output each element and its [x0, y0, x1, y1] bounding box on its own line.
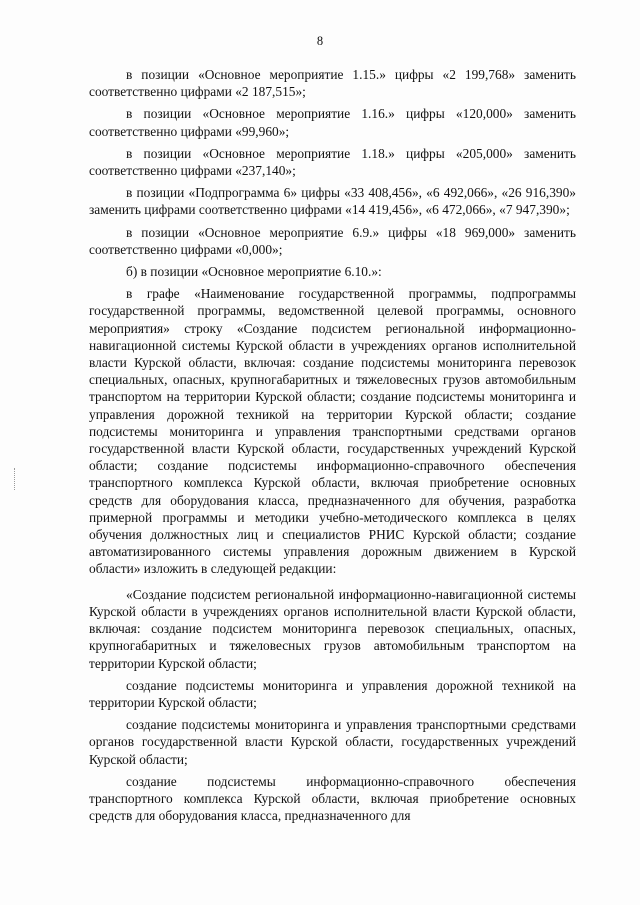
page-number: 8 — [316, 34, 324, 48]
margin-mark — [14, 468, 17, 490]
paragraph-1: в позиции «Основное мероприятие 1.15.» цифры «2 199,768» заменить соответственно цифрами «2 187,515»; — [89, 67, 576, 100]
paragraph-5: в позиции «Основное мероприятие 6.9.» цифры «18 969,000» заменить соответственно цифрами «0,000»; — [89, 224, 576, 257]
paragraph-11: создание подсистемы информационно-справочного обеспечения транспортного комплекса Курской области, включая приобретение основных средств для оборудования класса, предназначенного для — [89, 773, 576, 824]
paragraph-3: в позиции «Основное мероприятие 1.18.» цифры «205,000» заменить соответственно цифрами «237,140»; — [89, 145, 576, 179]
paragraph-7: в графе «Наименование государственной программы, подпрограммы государственной программы, ведомственной целевой программы, основного мероприятия» строку «Создание подсистем региональной информационно-навигационной системы Курской области в учреждениях органов исполнительной власти Курской области, включая: создание подсистемы мониторинга перевозок специальных, опасных, крупногабаритных и тяжеловесных грузов автомобильным транспортом на территории Курской области; создание подсистемы мониторинга и управления дорожной техникой на территории Курской области; создание подсистемы мониторинга и управления транспортными средствами органов государственной власти Курской области, государственных учреждений Курской области; создание подсистемы информационно-справочного обеспечения транспортного комплекса Курской области, включая приобретение основных средств для оборудования класса, предназначенного для обучения, разработка примерной программы и методики учебно-методического комплекса в целях обучения должностных лиц и специалистов РНИС Курской области; создание автоматизированного системы управления дорожным движением в Курской области» изложить в следующей редакции: — [89, 286, 576, 577]
paragraph-10: создание подсистемы мониторинга и управления транспортными средствами органов государственной власти Курской области, государственных учреждений Курской области; — [89, 717, 576, 767]
paragraph-2: в позиции «Основное мероприятие 1.16.» цифры «120,000» заменить соответственно цифрами «99,960»; — [89, 106, 576, 139]
paragraph-6: б) в позиции «Основное мероприятие 6.10.»: — [126, 264, 382, 280]
paragraph-4: в позиции «Подпрограмма 6» цифры «33 408,456», «6 492,066», «26 916,390» заменить цифрами соответственно цифрами «14 419,456», «6 472,066», «7 947,390»; — [89, 185, 576, 218]
paragraph-9: создание подсистемы мониторинга и управления дорожной техникой на территории Курской области; — [89, 677, 576, 710]
paragraph-8: «Создание подсистем региональной информационно-навигационной системы Курской области в учреждениях органов исполнительной власти Курской области, включая: создание подсистем мониторинга перевозок специальных, опасных, крупногабаритных и тяжеловесных грузов автомобильным транспортом на территории Курской области; — [89, 586, 576, 671]
document-body — [89, 66, 576, 824]
